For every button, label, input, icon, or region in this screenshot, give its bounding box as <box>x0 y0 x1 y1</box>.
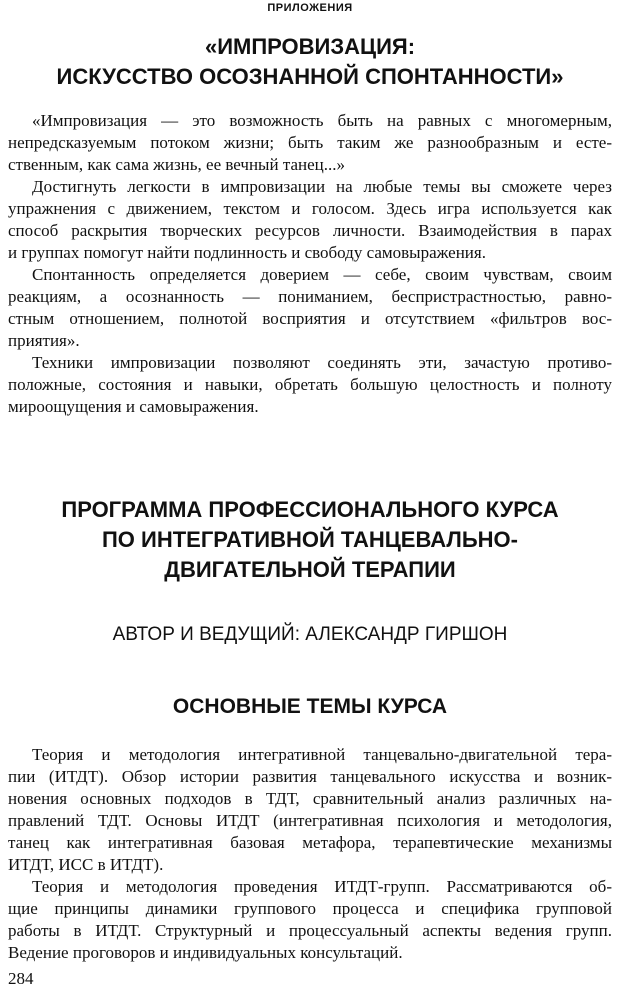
title-line: ПО ИНТЕГРАТИВНОЙ ТАНЦЕВАЛЬНО- <box>101 527 518 552</box>
improvisation-body <box>8 110 612 418</box>
text-line: щие принципы динамики группового процесса и специфика групповой <box>8 899 612 918</box>
text-line: и группах помогут найти подлинность и свободу самовыражения. <box>8 243 486 262</box>
text-line: Достигнуть легкости в импровизации на любые темы вы сможете через <box>32 177 612 196</box>
text-line: мироощущения и самовыражения. <box>8 397 259 416</box>
title-line: ПРОГРАММА ПРОФЕССИОНАЛЬНОГО КУРСА <box>61 497 559 522</box>
text-line: Ведение проговоров и индивидуальных консультаций. <box>8 943 403 962</box>
paragraph <box>8 744 612 876</box>
section-title-improvisation <box>0 32 620 92</box>
text-line: Теория и методология проведения ИТДТ-групп. Рассматриваются об- <box>32 877 612 896</box>
title-line: ДВИГАТЕЛЬНОЙ ТЕРАПИИ <box>164 557 456 582</box>
program-body <box>8 744 612 964</box>
text-line: способ раскрытия творческих ресурсов личности. Взаимодействия в парах <box>8 221 612 240</box>
text-line: Теория и методология интегративной танцевально-двигательной тера- <box>32 745 612 764</box>
title-line: «ИМПРОВИЗАЦИЯ: <box>204 34 416 59</box>
text-line: ственным, как сама жизнь, ее вечный танец...» <box>8 155 346 174</box>
topics-heading: ОСНОВНЫЕ ТЕМЫ КУРСА <box>172 695 448 718</box>
text-line: положные, состояния и навыки, обретать большую целостность и полноту <box>8 375 612 394</box>
paragraph <box>8 110 612 176</box>
text-line: приятия». <box>8 331 80 350</box>
paragraph <box>8 876 612 964</box>
page-number: 284 <box>8 969 34 988</box>
text-line: танец как интегративная базовая метафора, терапевтические механизмы <box>8 833 612 852</box>
text-line: Спонтанность определяется доверием — себе, своим чувствам, своим <box>32 265 612 284</box>
running-head: ПРИЛОЖЕНИЯ <box>267 2 353 14</box>
text-line: Техники импровизации позволяют соединять эти, зачастую противо- <box>32 353 612 372</box>
author-line: АВТОР И ВЕДУЩИЙ: АЛЕКСАНДР ГИРШОН <box>112 624 508 645</box>
paragraph <box>8 176 612 264</box>
text-line: реакциям, а осознанность — пониманием, беспристрастностью, равно- <box>8 287 612 306</box>
text-line: стным отношением, полнотой восприятия и отсутствием «фильтров вос- <box>8 309 612 328</box>
paragraph <box>8 352 612 418</box>
text-line: непредсказуемым потоком жизни; быть таким же разнообразным и есте- <box>8 133 612 152</box>
text-line: новения основных подходов в ТДТ, сравнительный анализ различных на- <box>8 789 612 808</box>
text-line: «Импровизация — это возможность быть на равных с многомерным, <box>32 111 612 130</box>
text-line: пии (ИТДТ). Обзор истории развития танцевального искусства и возник- <box>8 767 612 786</box>
paragraph <box>8 264 612 352</box>
text-line: правлений ТДТ. Основы ИТДТ (интегративная психология и методология, <box>8 811 612 830</box>
text-line: работы в ИТДТ. Структурный и процессуальный аспекты ведения групп. <box>8 921 612 940</box>
title-line: ИСКУССТВО ОСОЗНАННОЙ СПОНТАННОСТИ» <box>56 64 564 89</box>
section-title-program <box>0 495 620 585</box>
text-line: упражнения с движением, текстом и голосом. Здесь игра используется как <box>8 199 612 218</box>
text-line: ИТДТ, ИСС в ИТДТ). <box>8 855 164 874</box>
